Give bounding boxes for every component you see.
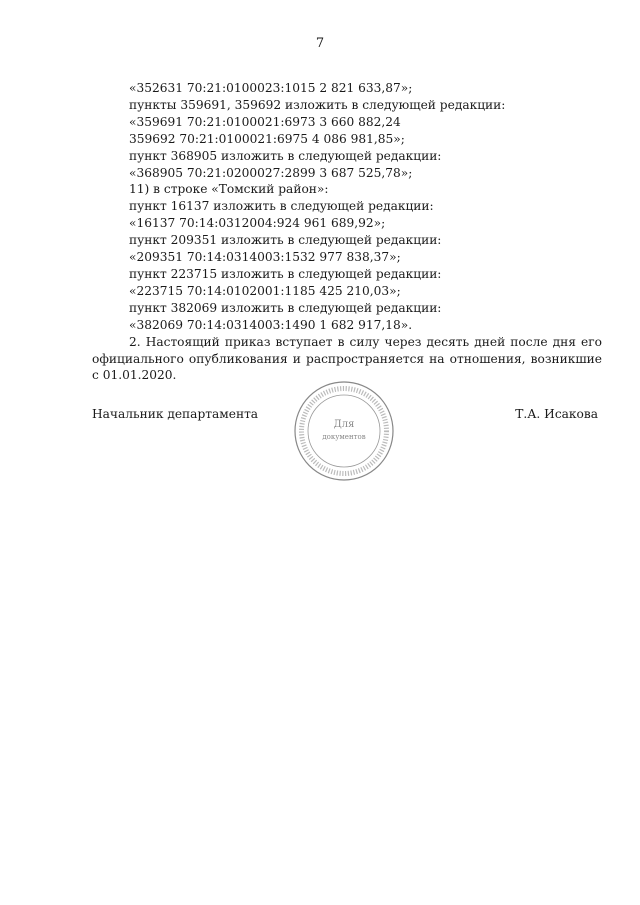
paragraph-2: 2. Настоящий приказ вступает в силу через десять дней после дня его официального опубликования и распространяется на отношения, возникшие с 01.01.2020.: [92, 334, 602, 383]
signature-block: [92, 401, 602, 481]
text-line: «382069 70:14:0314003:1490 1 682 917,18».: [129, 317, 413, 332]
stamp-seal: [292, 379, 396, 483]
document-body: [92, 80, 602, 384]
signatory-name: Т.А. Исакова: [515, 407, 598, 421]
page-number: 7: [315, 36, 325, 51]
stamp-line-1: Для: [333, 419, 355, 430]
text-line: «223715 70:14:0102001:1185 425 210,03»;: [129, 283, 401, 298]
text-line: пункт 16137 изложить в следующей редакции:: [129, 199, 434, 214]
text-line: «16137 70:14:0312004:924 961 689,92»;: [129, 216, 386, 231]
signatory-position: Начальник департамента: [92, 407, 259, 421]
text-line: «368905 70:21:0200027:2899 3 687 525,78»;: [129, 165, 413, 180]
text-line: «209351 70:14:0314003:1532 977 838,37»;: [129, 250, 401, 265]
text-line: пункт 382069 изложить в следующей редакции:: [129, 300, 442, 315]
text-line: пункт 209351 изложить в следующей редакции:: [129, 233, 442, 248]
text-line: пункт 223715 изложить в следующей редакции:: [129, 266, 442, 281]
text-line: пункты 359691, 359692 изложить в следующей редакции:: [129, 97, 506, 112]
text-line: пункт 368905 изложить в следующей редакции:: [129, 148, 442, 163]
text-line: 11) в строке «Томский район»:: [129, 182, 329, 197]
text-line: «359691 70:21:0100021:6973 3 660 882,24: [129, 114, 401, 129]
text-line: 359692 70:21:0100021:6975 4 086 981,85»;: [129, 131, 405, 146]
text-line: «352631 70:21:0100023:1015 2 821 633,87»;: [129, 81, 413, 95]
stamp-line-2: документов: [322, 433, 366, 441]
